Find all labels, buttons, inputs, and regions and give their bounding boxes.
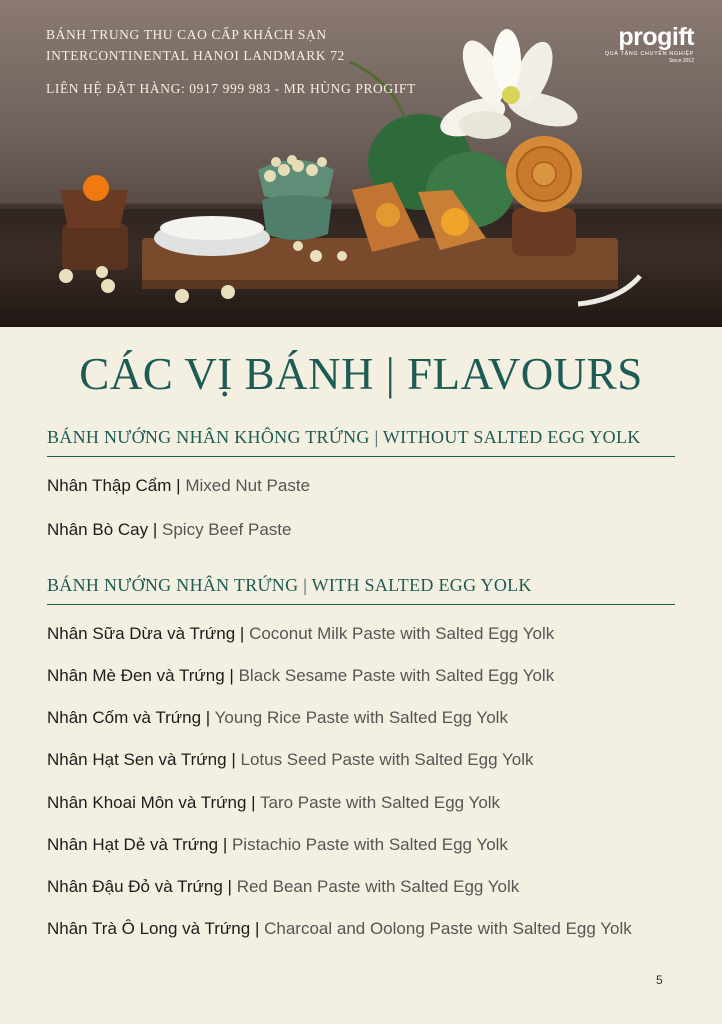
flavour-item	[47, 476, 310, 496]
flavour-item	[47, 877, 519, 897]
flavour-item	[47, 624, 554, 644]
flavour-vi: Nhân Hạt Dẻ và Trứng	[47, 835, 219, 854]
flavour-en: Spicy Beef Paste	[162, 520, 292, 539]
flavour-en: Mixed Nut Paste	[185, 476, 311, 495]
hero-caption	[46, 24, 416, 99]
flavour-separator: |	[205, 708, 211, 727]
flavour-en: Black Sesame Paste with Salted Egg Yolk	[238, 666, 555, 685]
hero-title-line2: INTERCONTINENTAL HANOI LANDMARK 72	[46, 48, 345, 63]
flavour-item	[47, 708, 508, 728]
flavour-en: Taro Paste with Salted Egg Yolk	[260, 793, 501, 812]
flavour-vi: Nhân Bò Cay	[47, 520, 149, 539]
section-heading-without-egg: BÁNH NƯỚNG NHÂN KHÔNG TRỨNG | WITHOUT SALTED EGG YOLK	[47, 427, 675, 457]
flavour-en: Coconut Milk Paste with Salted Egg Yolk	[249, 624, 555, 643]
section-heading-with-egg: BÁNH NƯỚNG NHÂN TRỨNG | WITH SALTED EGG YOLK	[47, 575, 675, 605]
flavour-en: Red Bean Paste with Salted Egg Yolk	[236, 877, 520, 896]
flavour-separator: |	[231, 750, 236, 769]
progift-logo	[605, 24, 694, 65]
flavour-en: Young Rice Paste with Salted Egg Yolk	[214, 708, 508, 727]
flavour-vi: Nhân Cốm và Trứng	[47, 708, 202, 727]
flavour-item	[47, 520, 291, 540]
flavour-vi: Nhân Mè Đen và Trứng	[47, 666, 225, 685]
flavour-separator: |	[152, 520, 158, 539]
hero-title-line1: BÁNH TRUNG THU CAO CẤP KHÁCH SẠN	[46, 27, 327, 42]
flavour-en: Lotus Seed Paste with Salted Egg Yolk	[240, 750, 534, 769]
page-title: CÁC VỊ BÁNH | FLAVOURS	[79, 349, 643, 399]
flavour-separator: |	[239, 624, 245, 643]
logo-tagline: QUÀ TẶNG CHUYÊN NGHIỆP	[604, 51, 694, 57]
flavour-vi: Nhân Sữa Dừa và Trứng	[47, 624, 236, 643]
flavour-separator: |	[229, 666, 234, 685]
flavour-vi: Nhân Khoai Môn và Trứng	[47, 793, 247, 812]
flavour-vi: Nhân Thập Cẩm	[47, 476, 172, 495]
flavour-separator: |	[251, 793, 256, 812]
flavour-vi: Nhân Đậu Đỏ và Trứng	[47, 877, 223, 896]
flavour-item	[47, 750, 533, 770]
flavour-item	[47, 666, 554, 686]
flavour-separator: |	[176, 476, 181, 495]
flavour-en: Pistachio Paste with Salted Egg Yolk	[231, 835, 508, 854]
page-number: 5	[656, 973, 663, 987]
order-contact: LIÊN HỆ ĐẶT HÀNG: 0917 999 983 - MR HÙNG PROGIFT	[46, 81, 416, 96]
logo-brand: progift	[618, 23, 694, 51]
flavour-item	[47, 919, 632, 939]
flavour-item	[47, 793, 500, 813]
logo-since: Since 2012	[668, 58, 694, 64]
flavour-vi: Nhân Trà Ô Long và Trứng	[47, 919, 251, 938]
flavour-en: Charcoal and Oolong Paste with Salted Egg Yolk	[264, 919, 632, 938]
flavour-separator: |	[254, 919, 260, 938]
flavour-item	[47, 835, 508, 855]
flavour-vi: Nhân Hạt Sen và Trứng	[47, 750, 227, 769]
flavour-separator: |	[227, 877, 232, 896]
hero-photo	[0, 0, 722, 327]
flavour-separator: |	[222, 835, 228, 854]
